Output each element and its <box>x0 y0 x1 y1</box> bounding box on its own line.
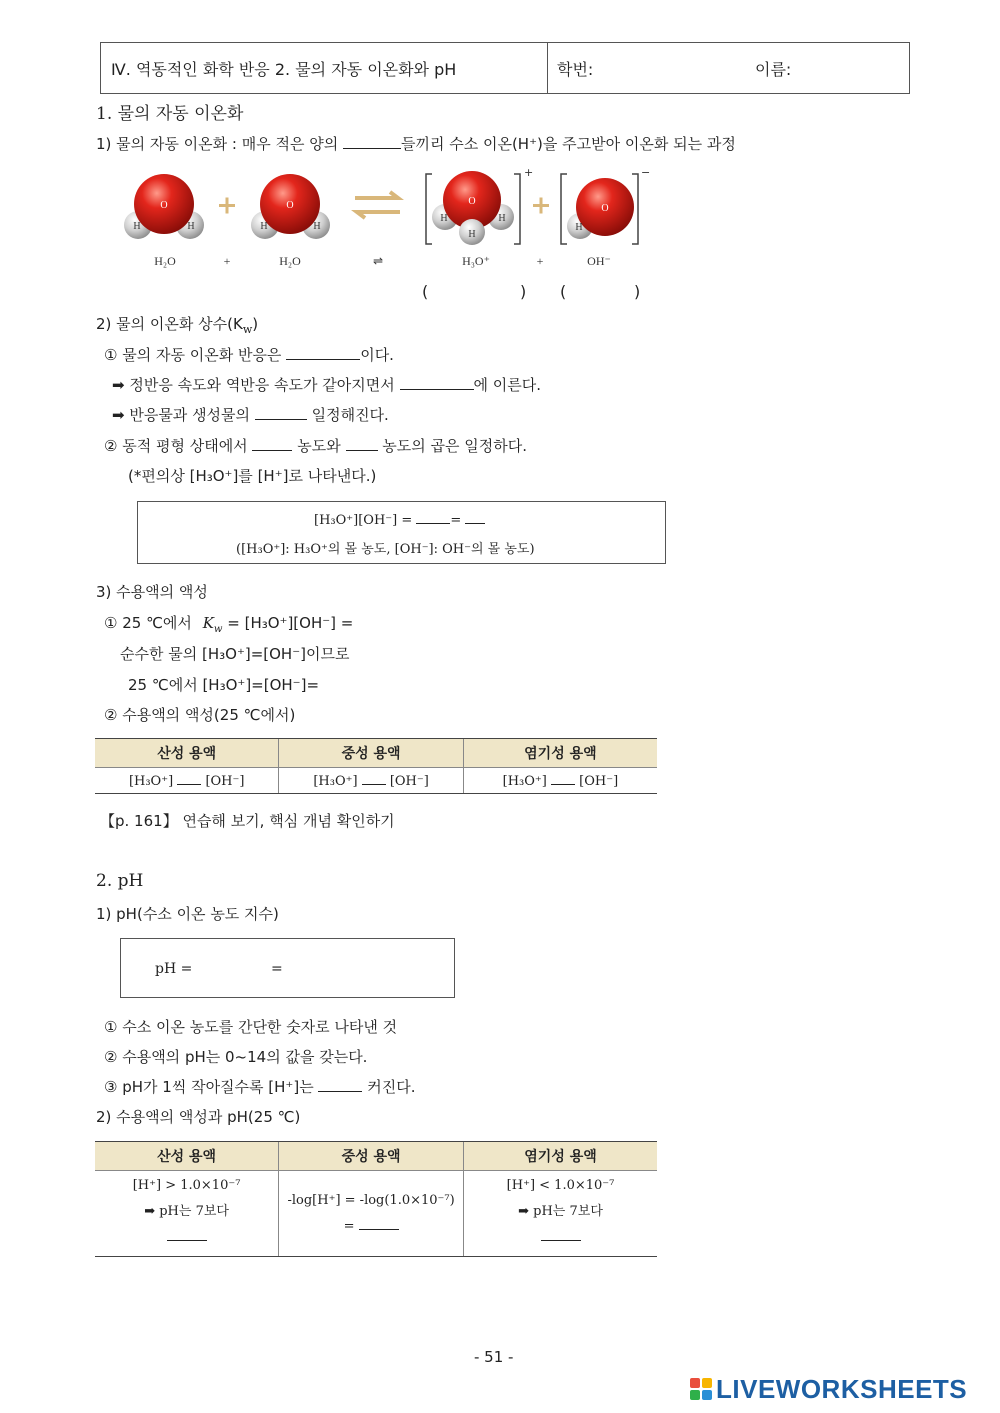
atom-h-label: H <box>498 213 506 224</box>
label-plus: + <box>223 254 231 268</box>
ph-formula-label: pH = <box>155 961 193 977</box>
blank-compare-base[interactable] <box>551 773 575 785</box>
water-molecule-1 <box>124 174 204 239</box>
answer-field-hydronium[interactable] <box>436 282 512 304</box>
line-text: 일정해진다. <box>311 406 389 424</box>
ph-line3 <box>104 1076 416 1097</box>
line-text: 커진다. <box>367 1078 416 1096</box>
blank-reversible-reaction[interactable] <box>286 345 360 360</box>
item2-heading <box>96 313 258 336</box>
plus-icon <box>219 198 235 214</box>
section1-heading: 1. 물의 자동 이온화 <box>96 104 244 124</box>
kw-subscript: w <box>242 323 253 336</box>
ph-line2: ② 수용액의 pH는 0~14의 값을 갖는다. <box>104 1048 368 1066</box>
kw-formula-legend: ([H₃O⁺]: H₃O⁺의 몰 농도, [OH⁻]: OH⁻의 몰 농도) <box>236 542 535 557</box>
table-header: 중성 용액 <box>279 739 463 768</box>
hydroxide-ion <box>567 178 634 239</box>
atom-h-label: H <box>260 221 268 232</box>
atom-o-label: O <box>160 200 168 211</box>
blank-ion-b[interactable] <box>346 436 378 451</box>
table-cell-acid <box>95 768 279 794</box>
label-h2o: H₂O <box>154 254 176 268</box>
line-text: ③ pH가 1씩 작아질수록 [H⁺]는 <box>104 1078 314 1096</box>
textbook-reference: 【p. 161】 연습해 보기, 핵심 개념 확인하기 <box>100 812 395 830</box>
line-text: 이다. <box>360 346 394 364</box>
section2-heading: 2. pH <box>96 871 144 891</box>
water-molecule-2 <box>251 174 330 239</box>
blank-ten-times[interactable] <box>318 1077 362 1092</box>
item2-line2 <box>112 374 541 395</box>
blank-water-molecule[interactable] <box>343 134 401 149</box>
blank-ion-a[interactable] <box>252 436 292 451</box>
label-h2o: H₂O <box>279 254 301 268</box>
line-text: 농도와 <box>297 437 341 455</box>
liveworksheets-brand-text: LIVEWORKSHEETS <box>716 1374 968 1404</box>
blank-kw-value[interactable] <box>465 511 485 524</box>
ph-formula-field-1[interactable] <box>197 955 263 981</box>
table-header: 염기성 용액 <box>464 1142 657 1171</box>
item3-line3: 25 ℃에서 [H₃O⁺]=[OH⁻]= <box>128 676 320 694</box>
line-text: 농도의 곱은 일정하다. <box>382 437 528 455</box>
hydronium-ion <box>432 171 514 245</box>
equilibrium-arrow-icon <box>355 192 400 218</box>
kw-subscript: w <box>213 624 223 635</box>
ph-item1-heading: 1) pH(수소 이온 농도 지수) <box>96 905 279 923</box>
acidity-table <box>95 738 657 794</box>
item2-note: (*편의상 [H₃O⁺]를 [H⁺]로 나타낸다.) <box>128 467 377 485</box>
answer-field-hydroxide[interactable] <box>572 282 628 304</box>
student-id-label: 학번: <box>557 60 594 79</box>
cell-text: [OH⁻] <box>579 773 619 789</box>
line-text: ➡ 반응물과 생성물의 <box>112 406 251 424</box>
header-divider <box>547 43 548 93</box>
atom-h-label: H <box>575 222 583 233</box>
blank-dynamic-equilibrium[interactable] <box>400 375 474 390</box>
cell-text: [H⁺] > 1.0×10⁻⁷ <box>132 1178 241 1193</box>
label-h3o: H₃O⁺ <box>462 254 490 268</box>
line-text: ① 25 ℃에서 <box>104 614 192 632</box>
cell-text: [H₃O⁺] <box>313 773 358 789</box>
cell-text: [H₃O⁺] <box>128 773 174 789</box>
cell-text: [H⁺] < 1.0×10⁻⁷ <box>506 1178 615 1193</box>
table-cell-base <box>464 1171 657 1257</box>
atom-h-label: H <box>313 221 321 232</box>
liveworksheets-logo-icon <box>690 1378 712 1402</box>
ph-formula-eq: = <box>271 961 283 977</box>
ph-line1: ① 수소 이온 농도를 간단한 숫자로 나타낸 것 <box>104 1018 398 1036</box>
item1-label: 1) 물의 자동 이온화 : 매우 적은 양의 <box>96 135 339 153</box>
paren-open: ( <box>560 282 567 301</box>
blank-kw-symbol[interactable] <box>416 511 450 524</box>
page-number: - 51 - <box>474 1348 514 1366</box>
cell-text: [H₃O⁺] <box>502 773 547 789</box>
ph-formula-field-2[interactable] <box>285 955 405 981</box>
cell-text: -log[H⁺] = -log(1.0×10⁻⁷) <box>287 1192 455 1208</box>
line-text: 에 이른다. <box>473 376 542 394</box>
atom-h-label: H <box>133 221 141 232</box>
atom-h-label: H <box>187 221 195 232</box>
kw-symbol: K <box>202 614 214 632</box>
table-header: 산성 용액 <box>95 739 279 768</box>
line-text: ➡ 정반응 속도와 역반응 속도가 같아지면서 <box>112 376 395 394</box>
atom-h-label: H <box>440 213 448 224</box>
atom-o-label: O <box>468 196 476 207</box>
atom-o-label: O <box>286 200 294 211</box>
blank-concentration[interactable] <box>255 405 307 420</box>
ph-item2-heading: 2) 수용액의 액성과 pH(25 ℃) <box>96 1108 301 1126</box>
plus-icon <box>533 198 549 214</box>
kw-formula-eq: = <box>450 513 462 528</box>
paren-open: ( <box>422 282 429 301</box>
table-cell-base <box>463 768 657 794</box>
line-text: ① 물의 자동 이온화 반응은 <box>104 346 282 364</box>
item2-label: 2) 물의 이온화 상수(K <box>96 315 243 333</box>
table-cell-neutral <box>279 768 463 794</box>
item1-line <box>96 133 736 154</box>
label-equilibrium: ⇌ <box>372 254 384 268</box>
atom-h-label: H <box>468 229 476 240</box>
label-oh: OH⁻ <box>587 254 611 268</box>
item3-line4: ② 수용액의 액성(25 ℃에서) <box>104 706 296 724</box>
item2-label-close: ) <box>252 315 259 333</box>
ph-formula-box <box>120 938 455 998</box>
kw-formula-box <box>137 501 666 564</box>
item2-line1 <box>104 344 394 365</box>
line-text: ② 동적 평형 상태에서 <box>104 437 248 455</box>
blank-compare-acid[interactable] <box>177 773 201 785</box>
cell-text: [OH⁻] <box>205 773 245 789</box>
paren-close: ) <box>520 282 527 301</box>
blank-neutral-ph[interactable] <box>359 1218 399 1230</box>
blank-base-ph[interactable] <box>541 1229 581 1241</box>
cell-text: = <box>343 1218 355 1234</box>
name-label: 이름: <box>755 60 792 79</box>
item3-line1 <box>104 612 353 635</box>
kw-formula-text: [H₃O⁺][OH⁻] = <box>314 513 413 528</box>
cell-text: [OH⁻] <box>389 773 429 789</box>
table-cell-neutral <box>279 1171 464 1257</box>
blank-acid-ph[interactable] <box>167 1229 207 1241</box>
item2-line3 <box>112 404 389 425</box>
table-cell-acid <box>95 1171 279 1257</box>
label-plus: + <box>536 254 544 268</box>
header-box <box>100 42 910 94</box>
table-header: 산성 용액 <box>95 1142 279 1171</box>
line-text: = [H₃O⁺][OH⁻] = <box>227 614 354 632</box>
item1-suffix: 들끼리 수소 이온(H⁺)을 주고받아 이온화 되는 과정 <box>400 135 736 153</box>
item3-line2: 순수한 물의 [H₃O⁺]=[OH⁻]이므로 <box>120 645 350 663</box>
atom-o-label: O <box>601 203 609 214</box>
blank-compare-neutral[interactable] <box>362 773 386 785</box>
charge-minus: − <box>641 166 651 179</box>
table-header: 중성 용액 <box>279 1142 464 1171</box>
ph-table <box>95 1141 657 1257</box>
kw-formula-line <box>314 511 485 528</box>
cell-text: ➡ pH는 7보다 <box>518 1204 603 1219</box>
paren-close: ) <box>634 282 641 301</box>
item3-heading: 3) 수용액의 액성 <box>96 583 208 601</box>
worksheet-title: Ⅳ. 역동적인 화학 반응 2. 물의 자동 이온화와 pH <box>111 60 457 79</box>
item2-line4 <box>104 435 527 456</box>
cell-text: ➡ pH는 7보다 <box>144 1204 229 1219</box>
figure-labels <box>154 254 611 268</box>
table-header: 염기성 용액 <box>463 739 657 768</box>
charge-plus: + <box>524 166 534 179</box>
